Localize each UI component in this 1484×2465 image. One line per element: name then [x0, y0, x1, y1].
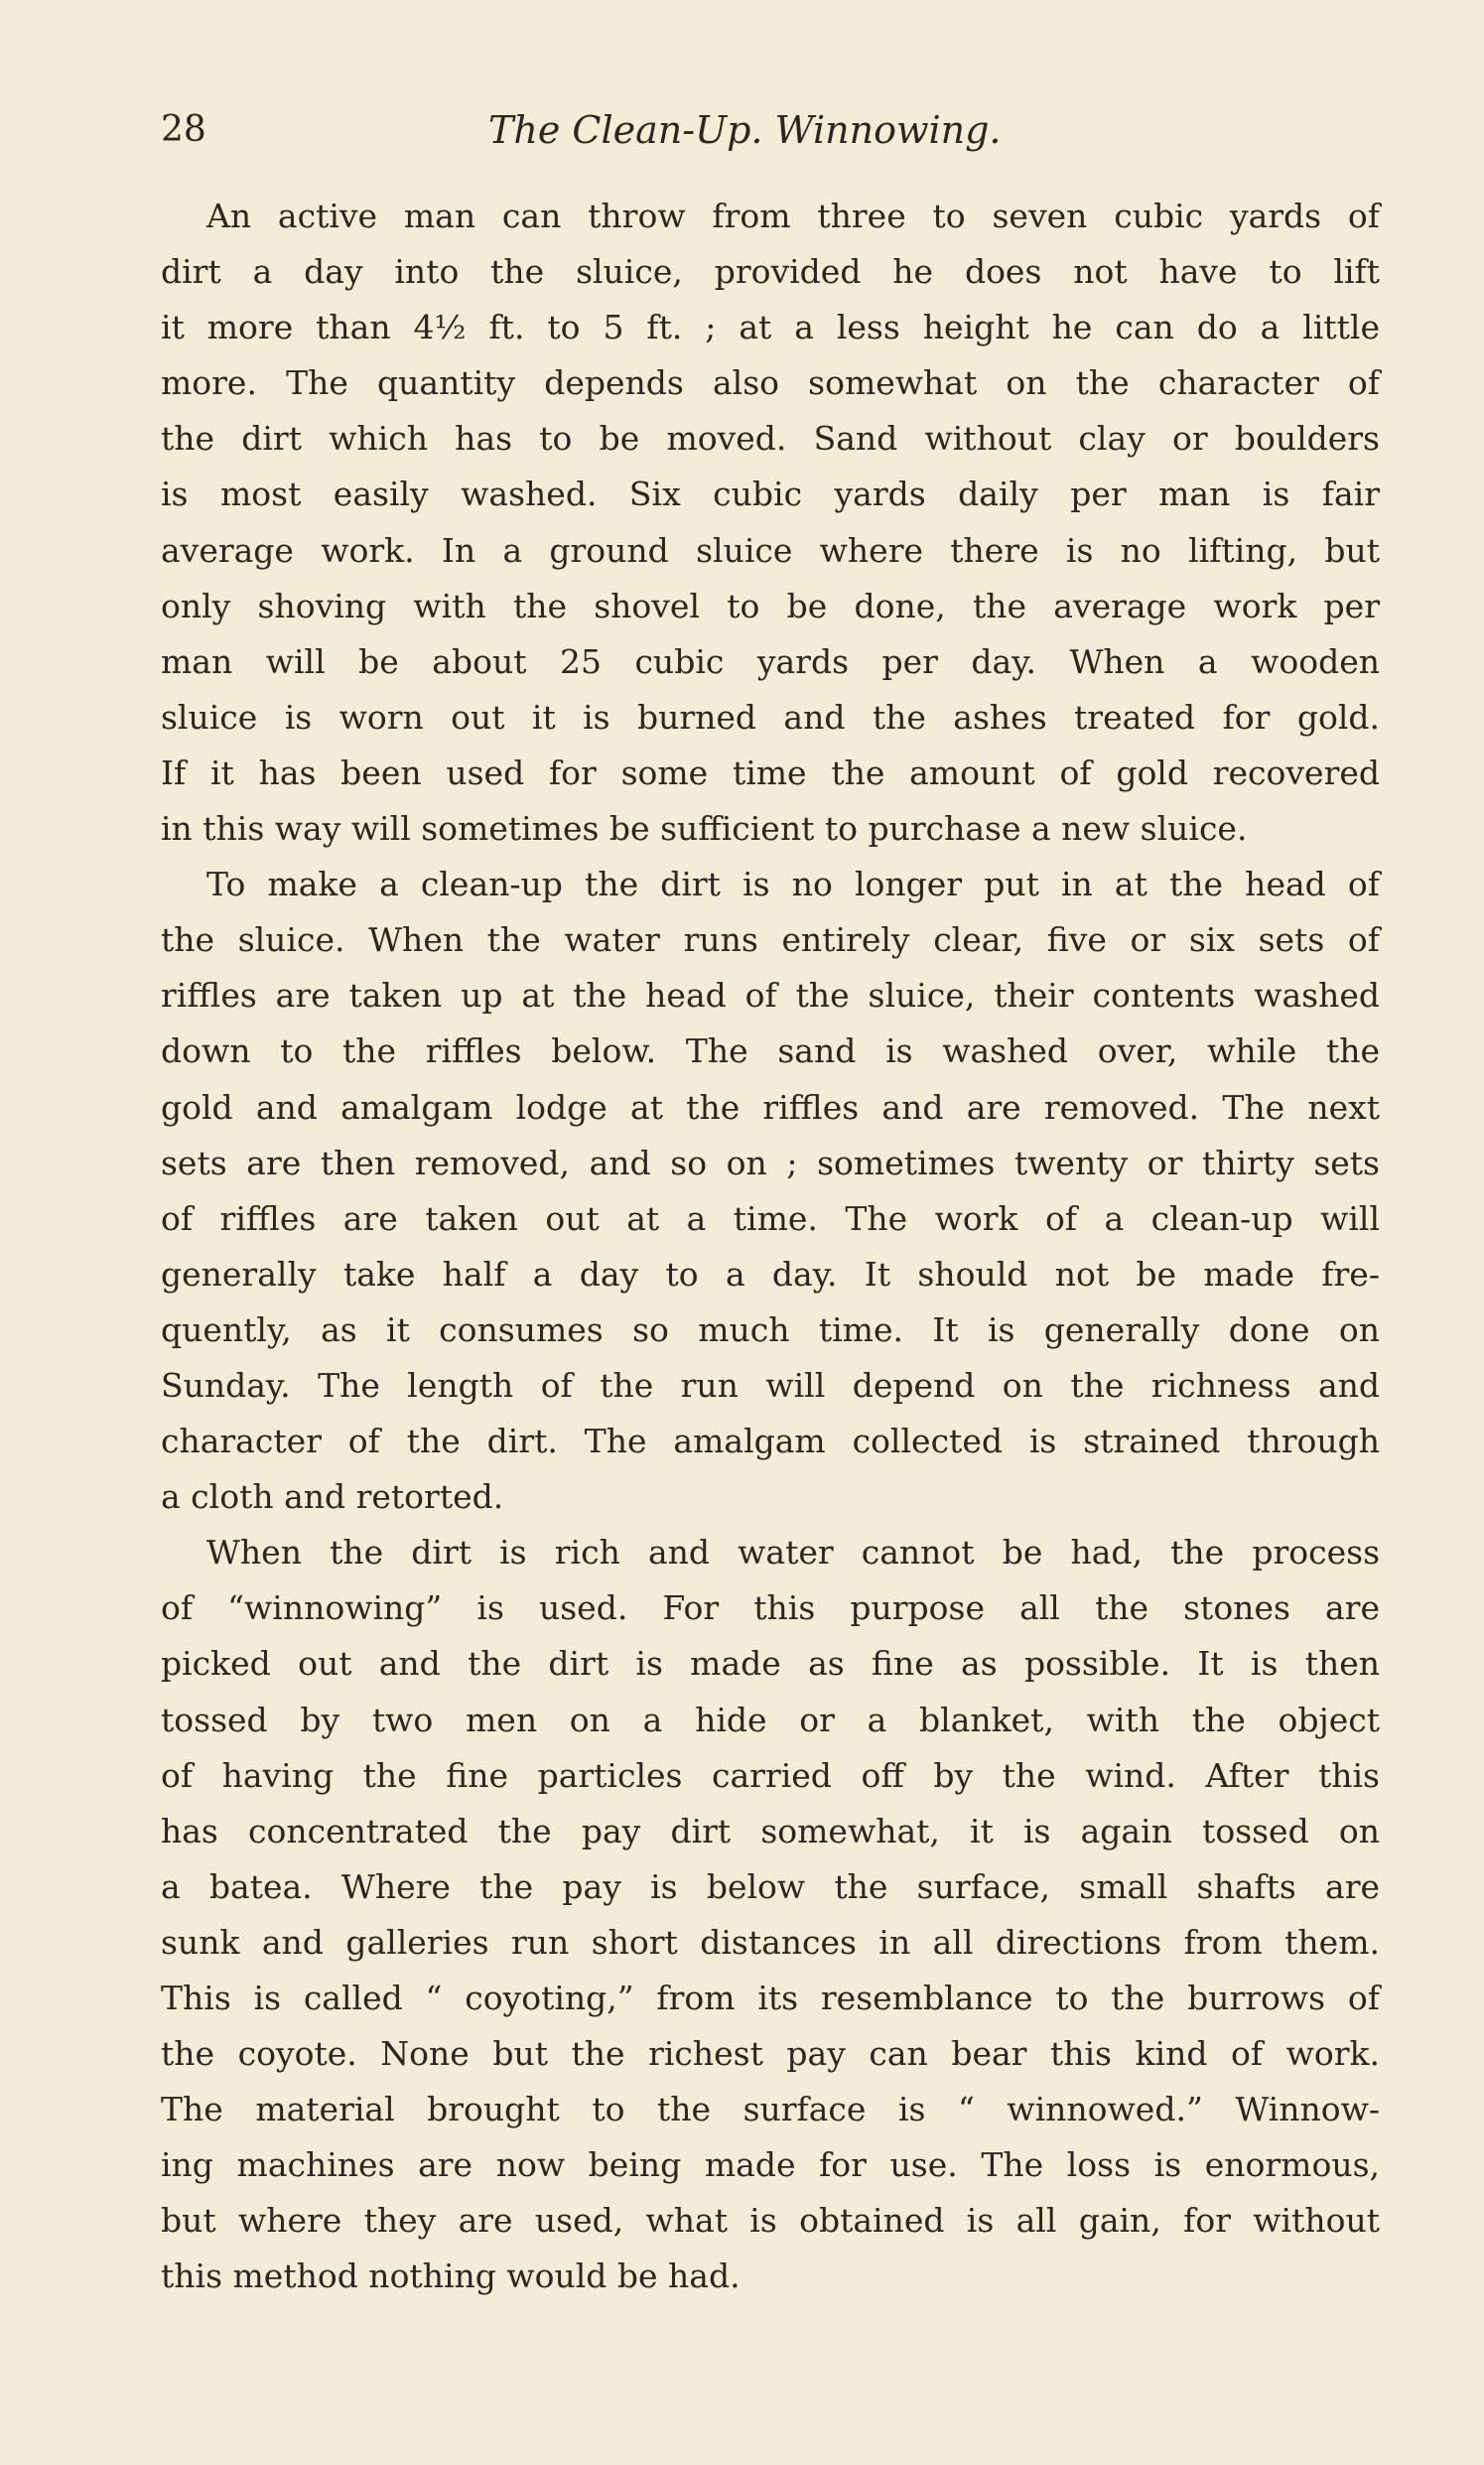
text-line: riffles are taken up at the head of the sluice, their contents washed: [161, 976, 1380, 1016]
text-line: more. The quantity depends also somewhat on the character of: [161, 363, 1380, 403]
text-line: Sunday. The length of the run will depend on the richness and: [161, 1365, 1380, 1405]
text-line: a batea. Where the pay is below the surface, small shafts are: [161, 1866, 1380, 1906]
text-line: it more than 4½ ft. to 5 ft. ; at a less height he can do a little: [161, 308, 1380, 347]
text-line: quently, as it consumes so much time. It is generally done on: [161, 1309, 1380, 1349]
text-line: If it has been used for some time the amount of gold recovered: [161, 753, 1380, 792]
text-line: is most easily washed. Six cubic yards daily per man is fair: [161, 475, 1380, 514]
text-line: the sluice. When the water runs entirely clear, five or six sets of: [161, 920, 1380, 960]
text-line: An active man can throw from three to seven cubic yards of: [206, 197, 1380, 235]
text-line: sets are then removed, and so on ; sometimes twenty or thirty sets: [161, 1143, 1380, 1182]
paragraph-3: [161, 1525, 1380, 2304]
text-line: of having the fine particles carried off by the wind. After this: [161, 1755, 1380, 1795]
text-line: This is called “ coyoting,” from its resemblance to the burrows of: [161, 1979, 1380, 2017]
page-header: [161, 99, 1382, 161]
text-line: the coyote. None but the richest pay can bear this kind of work.: [161, 2034, 1380, 2074]
text-line: tossed by two men on a hide or a blanket, with the object: [161, 1700, 1380, 1739]
text-line: only shoving with the shovel to be done, the average work per: [161, 586, 1380, 625]
text-line: When the dirt is rich and water cannot be had, the process: [206, 1533, 1380, 1573]
text-line: sluice is worn out it is burned and the ashes treated for gold.: [161, 697, 1380, 737]
text-line: picked out and the dirt is made as fine as possible. It is then: [161, 1644, 1380, 1684]
text-line: of “winnowing” is used. For this purpose all the stones are: [161, 1588, 1380, 1628]
text-line: this method nothing would be had.: [161, 2257, 741, 2296]
text-line: sunk and galleries run short distances in all directions from them.: [161, 1922, 1380, 1962]
text-line: The material brought to the surface is “ winnowed.” Winnow-: [161, 2090, 1380, 2129]
paragraph-2: [161, 857, 1380, 1525]
text-line: gold and amalgam lodge at the riffles and are removed. The next: [161, 1087, 1380, 1127]
text-line: down to the riffles below. The sand is washed over, while the: [161, 1031, 1380, 1071]
text-line: in this way will sometimes be sufficient to purchase a new sluice.: [161, 809, 1248, 849]
text-line: has concentrated the pay dirt somewhat, it is again tossed on: [161, 1811, 1380, 1850]
running-title: The Clean-Up. Winnowing.: [488, 108, 1002, 152]
text-line: To make a clean-up the dirt is no longer put in at the head of: [206, 865, 1380, 904]
paragraph-1: [161, 189, 1380, 857]
text-line: dirt a day into the sluice, provided he does not have to lift: [161, 252, 1380, 292]
text-line: generally take half a day to a day. It should not be made fre-: [161, 1254, 1380, 1294]
body-text: [161, 189, 1380, 2305]
text-line: man will be about 25 cubic yards per day. When a wooden: [161, 641, 1380, 681]
text-line: a cloth and retorted.: [161, 1477, 504, 1517]
text-line: the dirt which has to be moved. Sand without clay or boulders: [161, 419, 1380, 459]
page-number: 28: [161, 109, 206, 150]
text-line: of riffles are taken out at a time. The work of a clean-up will: [161, 1198, 1380, 1238]
text-line: average work. In a ground sluice where there is no lifting, but: [161, 530, 1380, 570]
text-line: but where they are used, what is obtained is all gain, for without: [161, 2201, 1380, 2241]
text-line: character of the dirt. The amalgam collected is strained through: [161, 1422, 1380, 1461]
text-line: ing machines are now being made for use. The loss is enormous,: [161, 2145, 1380, 2185]
